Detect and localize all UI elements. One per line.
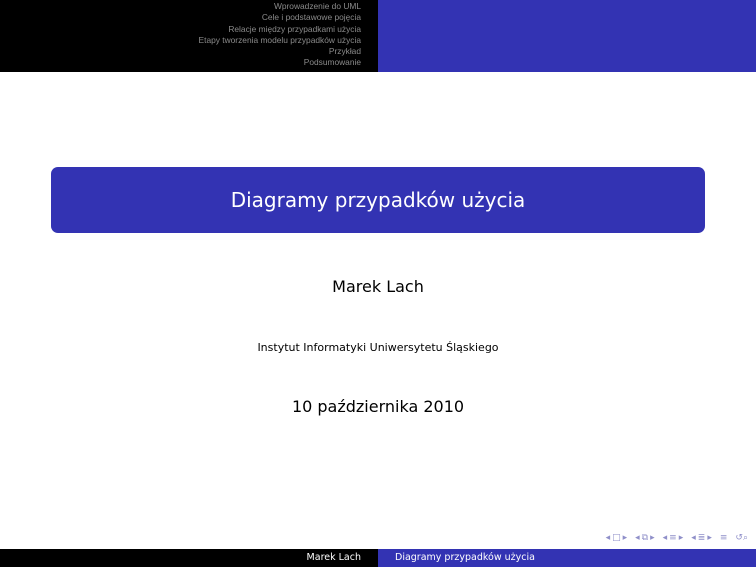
nav-subsection-icon[interactable]: ⧉ (641, 533, 649, 543)
section-link-example[interactable]: Przykład (328, 46, 361, 57)
nav-frame-icon[interactable]: □ (612, 533, 621, 543)
nav-next-frame-icon[interactable]: ▸ (622, 533, 628, 543)
nav-prev-subsection-icon[interactable]: ◂ (635, 533, 640, 543)
headline-left-panel (0, 0, 378, 72)
footline-left-panel (0, 549, 378, 567)
nav-search-icon[interactable]: ↺⌕ (735, 533, 748, 543)
section-link-stages[interactable]: Etapy tworzenia modelu przypadków użycia (198, 34, 361, 45)
footline-right-panel (378, 549, 756, 567)
institute-name: Instytut Informatyki Uniwersytetu Śląskiego (257, 341, 499, 354)
section-link-goals[interactable]: Cele i podstawowe pojęcia (261, 12, 361, 23)
footer-author: Marek Lach (306, 552, 361, 563)
headline-right-panel (378, 0, 756, 72)
author-name: Marek Lach (332, 277, 424, 296)
footline-bar (0, 549, 756, 567)
section-link-summary[interactable]: Podsumowanie (303, 57, 361, 68)
nav-next-part-icon[interactable]: ▸ (707, 533, 712, 543)
title-box (51, 167, 705, 233)
nav-section-icon[interactable]: ≡ (669, 533, 677, 543)
section-navigation (199, 1, 361, 69)
nav-next-subsection-icon[interactable]: ▸ (650, 533, 655, 543)
nav-prev-part-icon[interactable]: ◂ (691, 533, 696, 543)
nav-next-section-icon[interactable]: ▸ (678, 533, 684, 543)
section-link-relations[interactable]: Relacje między przypadkami użycia (228, 23, 361, 34)
nav-prev-frame-icon[interactable]: ◂ (605, 533, 611, 543)
presentation-date: 10 października 2010 (291, 397, 465, 416)
nav-part-icon[interactable]: ≣ (697, 533, 706, 543)
headline-bar (0, 0, 756, 72)
nav-prev-section-icon[interactable]: ◂ (662, 533, 668, 543)
section-link-intro[interactable]: Wprowadzenie do UML (273, 1, 361, 11)
footer-title: Diagramy przypadków użycia (395, 552, 535, 563)
nav-align-icon[interactable]: ≡ (719, 533, 728, 543)
beamer-navigation-symbols (601, 531, 748, 545)
presentation-title: Diagramy przypadków użycia (230, 188, 526, 212)
